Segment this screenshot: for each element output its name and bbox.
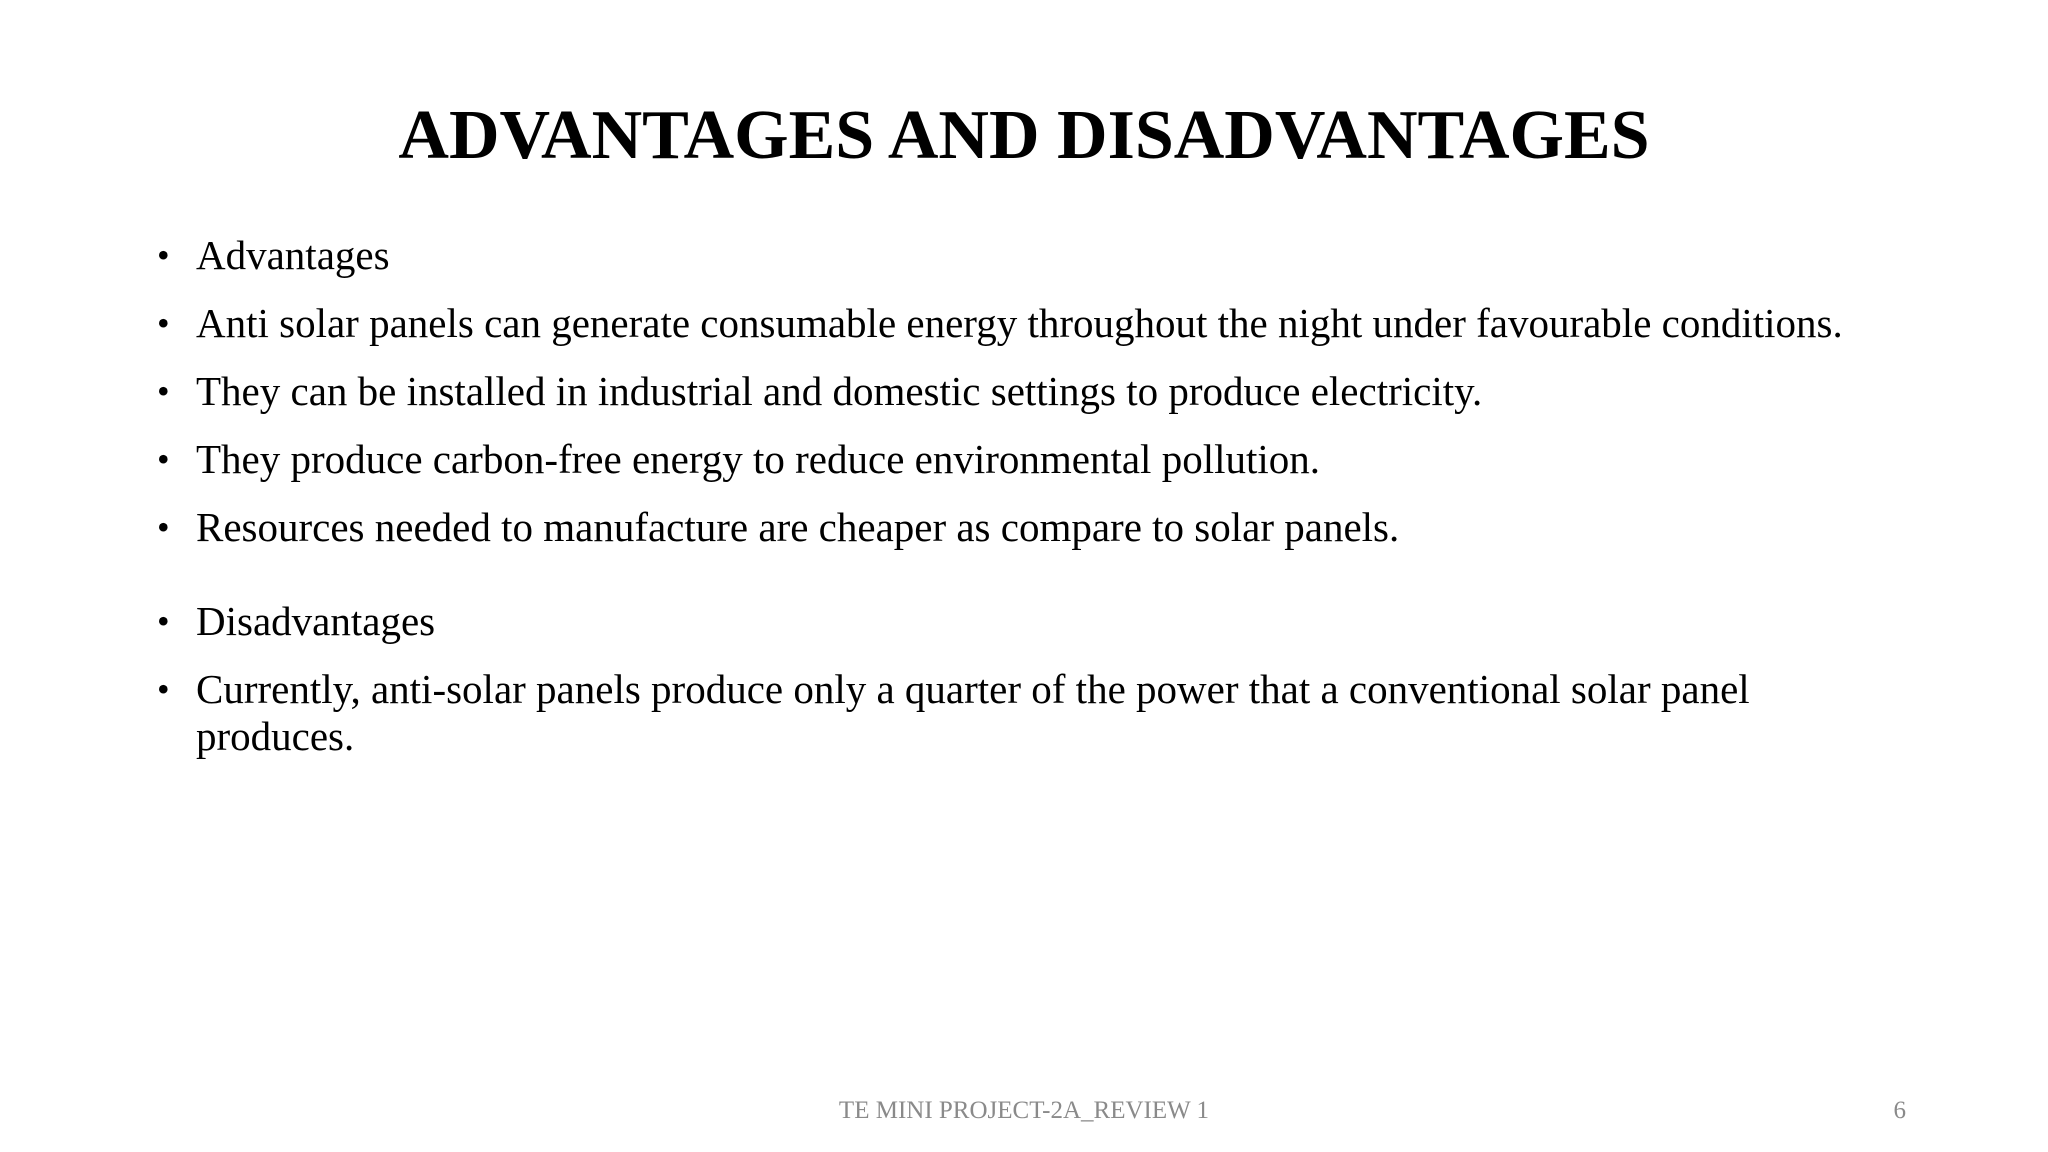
bullet-icon: • — [157, 601, 170, 641]
bullet-text: Advantages — [196, 232, 390, 278]
slide-footer: TE MINI PROJECT-2A_REVIEW 1 — [838, 1097, 1210, 1124]
slide-title: ADVANTAGES AND DISADVANTAGES — [398, 97, 1650, 174]
bullet-text: Anti solar panels can generate consumable energy throughout the night under favourable conditions. — [196, 300, 1843, 346]
bullet-icon: • — [157, 235, 170, 275]
bullet-icon: • — [157, 303, 170, 343]
page-number: 6 — [1893, 1097, 1906, 1124]
bullet-icon: • — [157, 371, 170, 411]
bullet-item-disadvantages-heading — [152, 598, 1852, 645]
bullet-item — [152, 504, 1852, 551]
bullet-icon: • — [157, 669, 170, 709]
bullet-item — [152, 368, 1852, 415]
bullet-text: Currently, anti-solar panels produce only a quarter of the power that a conventional solar panel produces. — [196, 666, 1750, 759]
bullet-icon: • — [157, 507, 170, 547]
bullet-item-advantages-heading — [152, 232, 1852, 279]
bullet-item — [152, 436, 1852, 483]
bullet-icon: • — [157, 439, 170, 479]
bullet-list — [152, 232, 1852, 781]
bullet-text: Disadvantages — [196, 598, 436, 644]
bullet-text: They produce carbon-free energy to reduce environmental pollution. — [196, 436, 1321, 482]
bullet-item — [152, 666, 1852, 760]
bullet-text: They can be installed in industrial and domestic settings to produce electricity. — [196, 368, 1483, 414]
bullet-text: Resources needed to manufacture are cheaper as compare to solar panels. — [196, 504, 1400, 550]
bullet-item — [152, 300, 1852, 347]
